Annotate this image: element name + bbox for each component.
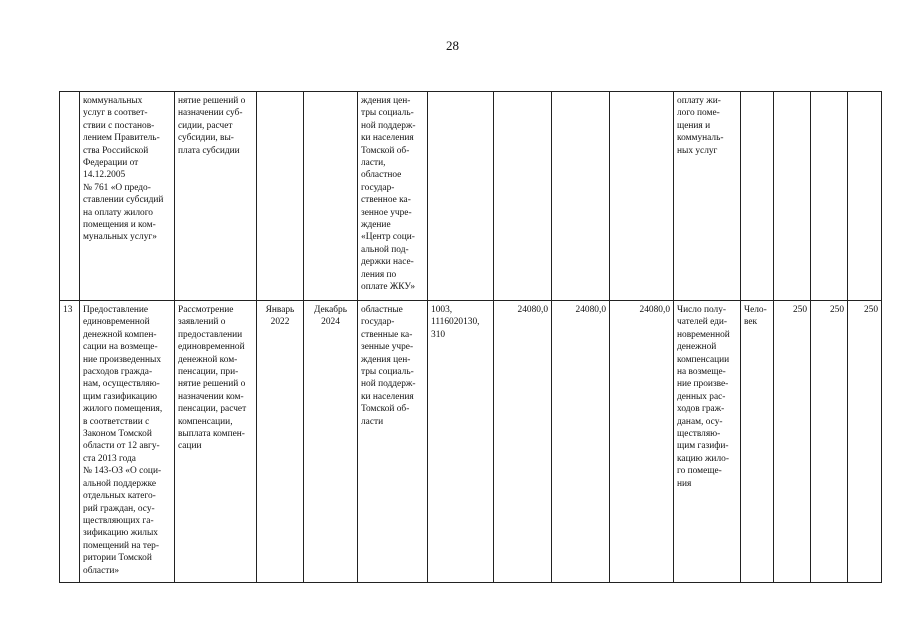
indicator-value-3: 250 xyxy=(848,301,882,583)
indicator-value-1: 250 xyxy=(774,301,811,583)
indicator-value-2 xyxy=(811,92,848,301)
measure-content-cell: нятие решений о назначении суб- сидии, расчет субсидии, вы- плата субсидии xyxy=(175,92,257,301)
budget-code-cell xyxy=(428,92,494,301)
table-row xyxy=(60,301,882,583)
unit-cell xyxy=(741,92,774,301)
start-date-cell xyxy=(257,92,304,301)
measure-content-cell: Рассмотрение заявлений о предоставлении единовременной денежной ком- пенсации, при- нятие решений о назначении ком- пенсации, расчет компенсации, выплата компен- сации xyxy=(175,301,257,583)
unit-cell: Чело- век xyxy=(741,301,774,583)
executor-cell: ждения цен- тры социаль- ной поддерж- ки населения Томской об- ласти, областное государ- ственное ка- зенное учре- ждение «Центр соци- альной под- держки насе- ления по оплате ЖКУ» xyxy=(358,92,428,301)
measure-name-cell: коммунальных услуг в соответ- ствии с постанов- лением Правитель- ства Российской Федерации от 14.12.2005 № 761 «О предо- ставлении субсидий на оплату жилого помещения и ком- мунальных услуг» xyxy=(80,92,175,301)
funding-cell-3 xyxy=(610,92,674,301)
program-table xyxy=(59,91,882,583)
indicator-cell: Число полу- чателей еди- новременной денежной компенсации на возмеще- ние произве- денных рас- ходов граж- данам, осу- ществляю- щим газифи- кацию жило- го помеще- ния xyxy=(674,301,741,583)
funding-cell-3: 24080,0 xyxy=(610,301,674,583)
page-number: 28 xyxy=(446,38,459,53)
row-number xyxy=(60,92,80,301)
row-number: 13 xyxy=(60,301,80,583)
table-row xyxy=(60,92,882,301)
measure-name-cell: Предоставление единовременной денежной компен- сации на возмеще- ние произведенных расходов гражда- нам, осуществляю- щим газификацию жилого помещения, в соответствии с Законом Томской области от 12 авгу- ста 2013 года № 143-ОЗ «О соци- альной поддержке отдельных катего- рий граждан, осу- ществляющих га- зификацию жилых помещений на тер- ритории Томской области» xyxy=(80,301,175,583)
budget-code-cell: 1003, 1116020130, 310 xyxy=(428,301,494,583)
funding-cell-1 xyxy=(494,92,552,301)
funding-cell-1: 24080,0 xyxy=(494,301,552,583)
indicator-value-1 xyxy=(774,92,811,301)
end-date-cell xyxy=(304,92,358,301)
end-date-cell: Декабрь 2024 xyxy=(304,301,358,583)
funding-cell-2 xyxy=(552,92,610,301)
indicator-value-3 xyxy=(848,92,882,301)
start-date-cell: Январь 2022 xyxy=(257,301,304,583)
executor-cell: областные государ- ственные ка- зенные учре- ждения цен- тры социаль- ной поддерж- ки населения Томской об- ласти xyxy=(358,301,428,583)
indicator-cell: оплату жи- лого поме- щения и коммуналь- ных услуг xyxy=(674,92,741,301)
indicator-value-2: 250 xyxy=(811,301,848,583)
funding-cell-2: 24080,0 xyxy=(552,301,610,583)
